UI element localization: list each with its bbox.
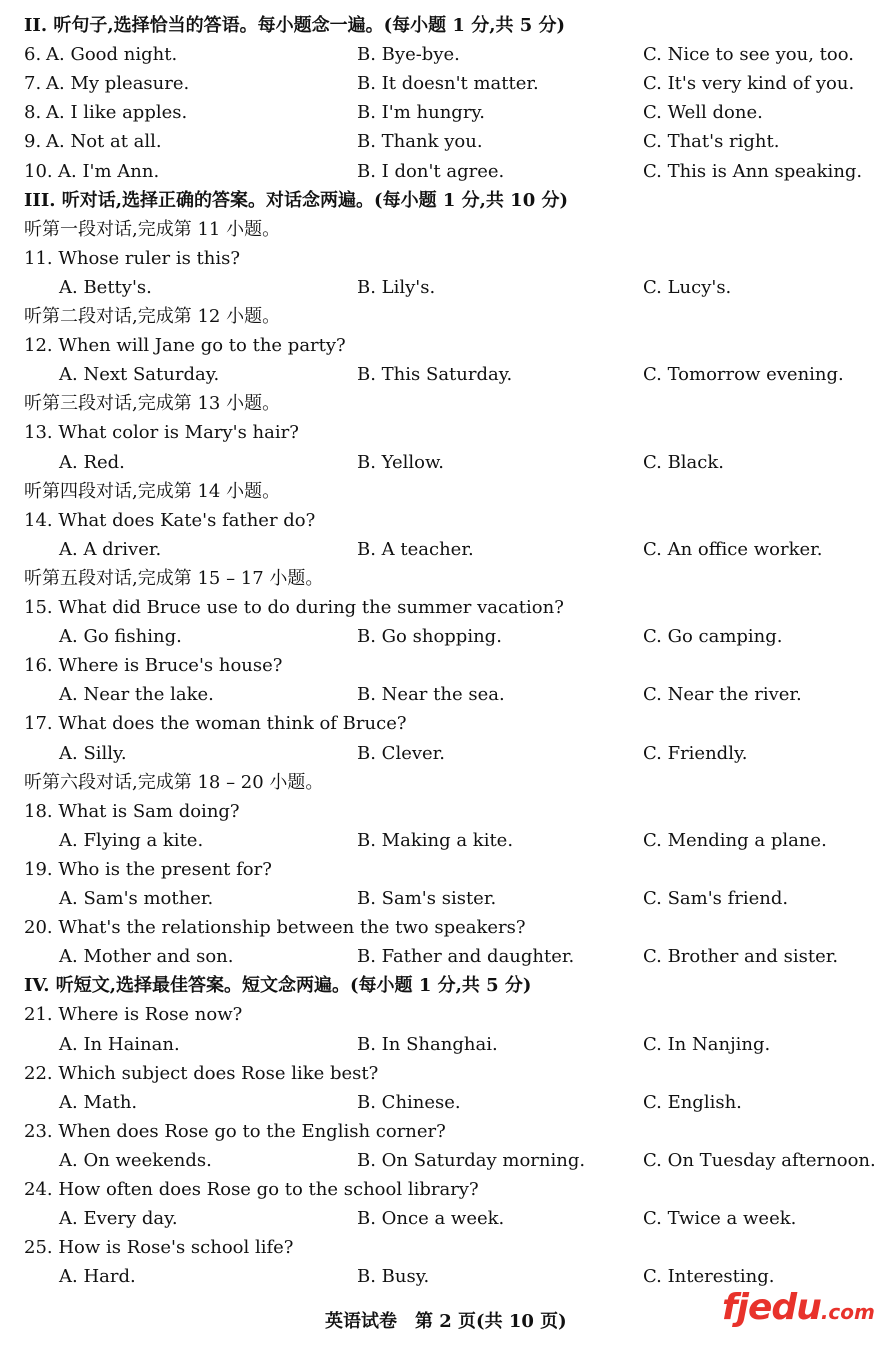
question-with-options	[0, 98, 891, 127]
answer-options	[0, 622, 891, 651]
option-b: B. Once a week.	[357, 1208, 505, 1230]
option-c: C. English.	[643, 1091, 742, 1113]
option-b: B. This Saturday.	[357, 364, 513, 386]
question	[0, 244, 891, 273]
option-c: C. It's very kind of you.	[643, 73, 855, 95]
question	[0, 913, 891, 942]
option-b: B. In Shanghai.	[357, 1033, 498, 1055]
option-b: B. It doesn't matter.	[357, 73, 539, 95]
option-c: C. Brother and sister.	[643, 946, 839, 968]
option-c: C. Twice a week.	[643, 1208, 797, 1230]
option-c: C. That's right.	[643, 131, 780, 153]
question-number: 10.	[24, 160, 53, 182]
question-text: 23. When does Rose go to the English corner?	[24, 1120, 446, 1142]
question	[0, 709, 891, 738]
question	[0, 1059, 891, 1088]
option-c: C. Lucy's.	[643, 276, 732, 298]
option-b: B. I'm hungry.	[357, 102, 485, 124]
question-text: 16. Where is Bruce's house?	[24, 655, 283, 677]
option-b: B. Clever.	[357, 742, 446, 764]
answer-options	[0, 1088, 891, 1117]
option-b: B. Father and daughter.	[357, 946, 575, 968]
question	[0, 1000, 891, 1029]
question	[0, 418, 891, 447]
option-a: A. My pleasure.	[46, 73, 190, 95]
question-with-options	[0, 69, 891, 98]
option-a: A. Good night.	[46, 44, 178, 66]
option-b: B. A teacher.	[357, 538, 474, 560]
answer-options	[0, 1030, 891, 1059]
answer-options	[0, 680, 891, 709]
option-c: C. Mending a plane.	[643, 829, 827, 851]
question	[0, 855, 891, 884]
option-b: B. Lily's.	[357, 276, 436, 298]
option-a: A. Flying a kite.	[59, 829, 204, 851]
question-text: 11. Whose ruler is this?	[24, 247, 241, 269]
option-c: C. Go camping.	[643, 626, 783, 648]
question	[0, 1117, 891, 1146]
question	[0, 1233, 891, 1262]
option-a: A. Hard.	[59, 1266, 136, 1288]
option-a: A. In Hainan.	[59, 1033, 180, 1055]
question-with-options	[0, 127, 891, 156]
dialogue-instruction	[0, 768, 891, 797]
question-text: 20. What's the relationship between the two speakers?	[24, 917, 526, 939]
section-heading	[0, 971, 891, 1000]
option-b: B. Making a kite.	[357, 829, 514, 851]
footer-text: 英语试卷 第 2 页(共 10 页)	[325, 1311, 567, 1332]
question-text: 22. Which subject does Rose like best?	[24, 1062, 379, 1084]
question-text: 12. When will Jane go to the party?	[24, 335, 346, 357]
question-text: 13. What color is Mary's hair?	[24, 422, 299, 444]
dialogue-instruction	[0, 564, 891, 593]
answer-options	[0, 273, 891, 302]
question-with-options	[0, 157, 891, 186]
question	[0, 331, 891, 360]
dialogue-instruction-text: 听第三段对话,完成第 13 小题。	[24, 393, 281, 415]
option-a: A. I'm Ann.	[58, 160, 160, 182]
dialogue-instruction	[0, 389, 891, 418]
section-heading-text: IV. 听短文,选择最佳答案。短文念两遍。(每小题 1 分,共 5 分)	[24, 975, 532, 997]
option-b: B. Thank you.	[357, 131, 483, 153]
option-b: B. Busy.	[357, 1266, 430, 1288]
option-a: A. On weekends.	[59, 1149, 212, 1171]
option-a: A. Near the lake.	[59, 684, 214, 706]
option-a: A. Silly.	[59, 742, 127, 764]
answer-options	[0, 884, 891, 913]
question-text: 19. Who is the present for?	[24, 858, 272, 880]
option-a: A. Every day.	[59, 1208, 178, 1230]
option-c: C. Tomorrow evening.	[643, 364, 844, 386]
dialogue-instruction-text: 听第四段对话,完成第 14 小题。	[24, 480, 281, 502]
option-c: C. Interesting.	[643, 1266, 775, 1288]
question-text: 24. How often does Rose go to the school library?	[24, 1179, 479, 1200]
section-heading	[0, 186, 891, 215]
option-a: A. Not at all.	[46, 131, 162, 153]
option-b: B. Chinese.	[357, 1091, 461, 1113]
question-number: 6.	[24, 44, 42, 66]
answer-options	[0, 1146, 891, 1175]
answer-options	[0, 535, 891, 564]
option-c: C. Near the river.	[643, 684, 802, 706]
question	[0, 651, 891, 680]
answer-options	[0, 826, 891, 855]
section-heading-text: II. 听句子,选择恰当的答语。每小题念一遍。(每小题 1 分,共 5 分)	[24, 15, 566, 36]
option-b: B. Bye-bye.	[357, 44, 460, 66]
question	[0, 1175, 891, 1204]
section-heading-text: III. 听对话,选择正确的答案。对话念两遍。(每小题 1 分,共 10 分)	[24, 189, 568, 211]
option-c: C. Black.	[643, 451, 724, 473]
option-a: A. Math.	[59, 1091, 138, 1113]
option-b: B. I don't agree.	[357, 160, 505, 182]
option-c: C. This is Ann speaking.	[643, 160, 863, 182]
watermark-main: fjedu	[722, 1287, 821, 1328]
option-c: C. Friendly.	[643, 742, 748, 764]
question-text: 18. What is Sam doing?	[24, 800, 240, 822]
option-c: C. On Tuesday afternoon.	[643, 1149, 876, 1171]
option-b: B. Near the sea.	[357, 684, 505, 706]
section-heading	[0, 11, 891, 40]
question-text: 14. What does Kate's father do?	[24, 509, 316, 531]
option-a: A. Go fishing.	[59, 626, 182, 648]
question	[0, 593, 891, 622]
option-b: B. On Saturday morning.	[357, 1149, 586, 1171]
answer-options	[0, 739, 891, 768]
option-a: A. Red.	[59, 451, 125, 473]
option-c: C. An office worker.	[643, 538, 823, 560]
question-number: 8.	[24, 102, 42, 124]
question-with-options	[0, 40, 891, 69]
option-a: A. A driver.	[59, 538, 162, 560]
option-a: A. Mother and son.	[59, 946, 234, 968]
dialogue-instruction-text: 听第五段对话,完成第 15 – 17 小题。	[24, 567, 324, 589]
question-number: 7.	[24, 73, 42, 95]
question	[0, 506, 891, 535]
question-text: 17. What does the woman think of Bruce?	[24, 713, 407, 735]
question-number: 9.	[24, 131, 42, 153]
dialogue-instruction	[0, 302, 891, 331]
option-c: C. Nice to see you, too.	[643, 44, 854, 66]
option-a: A. Sam's mother.	[59, 888, 214, 909]
option-a: A. Betty's.	[59, 276, 152, 298]
dialogue-instruction-text: 听第二段对话,完成第 12 小题。	[24, 306, 281, 327]
question-text: 21. Where is Rose now?	[24, 1004, 243, 1026]
dialogue-instruction-text: 听第六段对话,完成第 18 – 20 小题。	[24, 771, 324, 793]
option-c: C. Sam's friend.	[643, 888, 789, 909]
question	[0, 797, 891, 826]
option-a: A. Next Saturday.	[59, 364, 220, 386]
option-a: A. I like apples.	[46, 102, 188, 124]
question-text: 15. What did Bruce use to do during the summer vacation?	[24, 597, 564, 618]
answer-options	[0, 360, 891, 389]
watermark-suffix: .com	[820, 1300, 875, 1324]
dialogue-instruction-text: 听第一段对话,完成第 11 小题。	[24, 218, 281, 240]
watermark-logo	[722, 1286, 875, 1330]
answer-options	[0, 942, 891, 971]
dialogue-instruction	[0, 215, 891, 244]
option-c: C. Well done.	[643, 102, 763, 124]
option-b: B. Sam's sister.	[357, 888, 497, 909]
answer-options	[0, 448, 891, 477]
option-c: C. In Nanjing.	[643, 1033, 771, 1055]
dialogue-instruction	[0, 477, 891, 506]
answer-options	[0, 1204, 891, 1233]
option-b: B. Yellow.	[357, 451, 444, 473]
option-b: B. Go shopping.	[357, 626, 502, 648]
question-text: 25. How is Rose's school life?	[24, 1237, 294, 1259]
